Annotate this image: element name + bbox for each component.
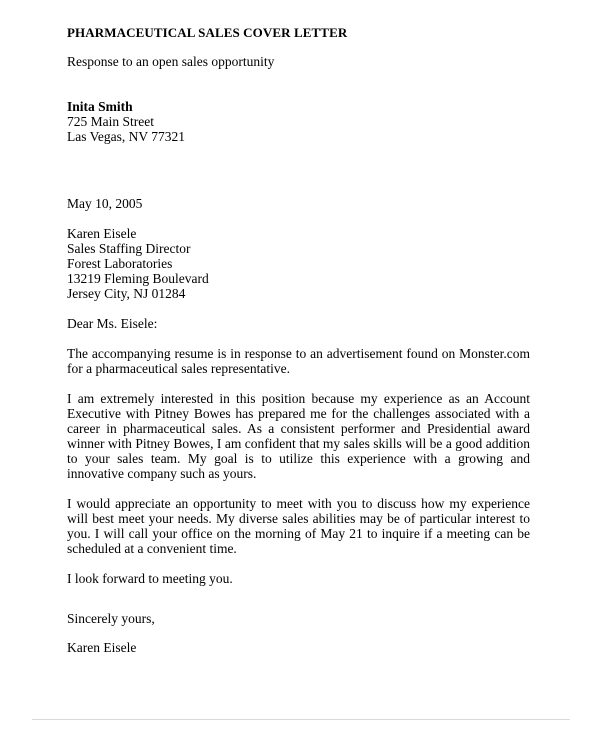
body-paragraph-4: I look forward to meeting you. xyxy=(67,571,233,586)
body-paragraph-3: I would appreciate an opportunity to meet with you to discuss how my experience will best meet your needs. My diverse sales abilities may be of particular interest to you. I will call your office on the morning of May 21 to inquire if a meeting can be scheduled at a convenient time. xyxy=(67,496,530,556)
salutation: Dear Ms. Eisele: xyxy=(67,316,158,331)
sender-name: Inita Smith xyxy=(67,99,133,114)
closing: Sincerely yours, xyxy=(67,611,155,626)
document-title: PHARMACEUTICAL SALES COVER LETTER xyxy=(67,25,348,40)
recipient-city-state-zip: Jersey City, NJ 01284 xyxy=(67,286,186,301)
recipient-address-block xyxy=(67,226,530,301)
recipient-company: Forest Laboratories xyxy=(67,256,173,271)
body-paragraph-2: I am extremely interested in this position because my experience as an Account Executive with Pitney Bowes has prepared me for the challenges associated with a career in pharmaceutical sales. As a consistent performer and Presidential award winner with Pitney Bowes, I am confident that my sales skills will be a good addition to your sales team. My goal is to utilize this experience with a growing and innovative company such as yours. xyxy=(67,391,530,481)
body-paragraph-1: The accompanying resume is in response to an advertisement found on Monster.com for a pharmaceutical sales representative. xyxy=(67,346,530,376)
sender-city-state-zip: Las Vegas, NV 77321 xyxy=(67,129,185,144)
letter-date: May 10, 2005 xyxy=(67,196,143,211)
cover-letter xyxy=(67,25,530,655)
document-subtitle: Response to an open sales opportunity xyxy=(67,54,275,69)
recipient-title: Sales Staffing Director xyxy=(67,241,191,256)
recipient-street: 13219 Fleming Boulevard xyxy=(67,271,209,286)
recipient-name: Karen Eisele xyxy=(67,226,137,241)
sender-street: 725 Main Street xyxy=(67,114,154,129)
page-bottom-divider xyxy=(32,719,570,720)
sender-address-block xyxy=(67,99,530,144)
signature-name: Karen Eisele xyxy=(67,640,137,655)
